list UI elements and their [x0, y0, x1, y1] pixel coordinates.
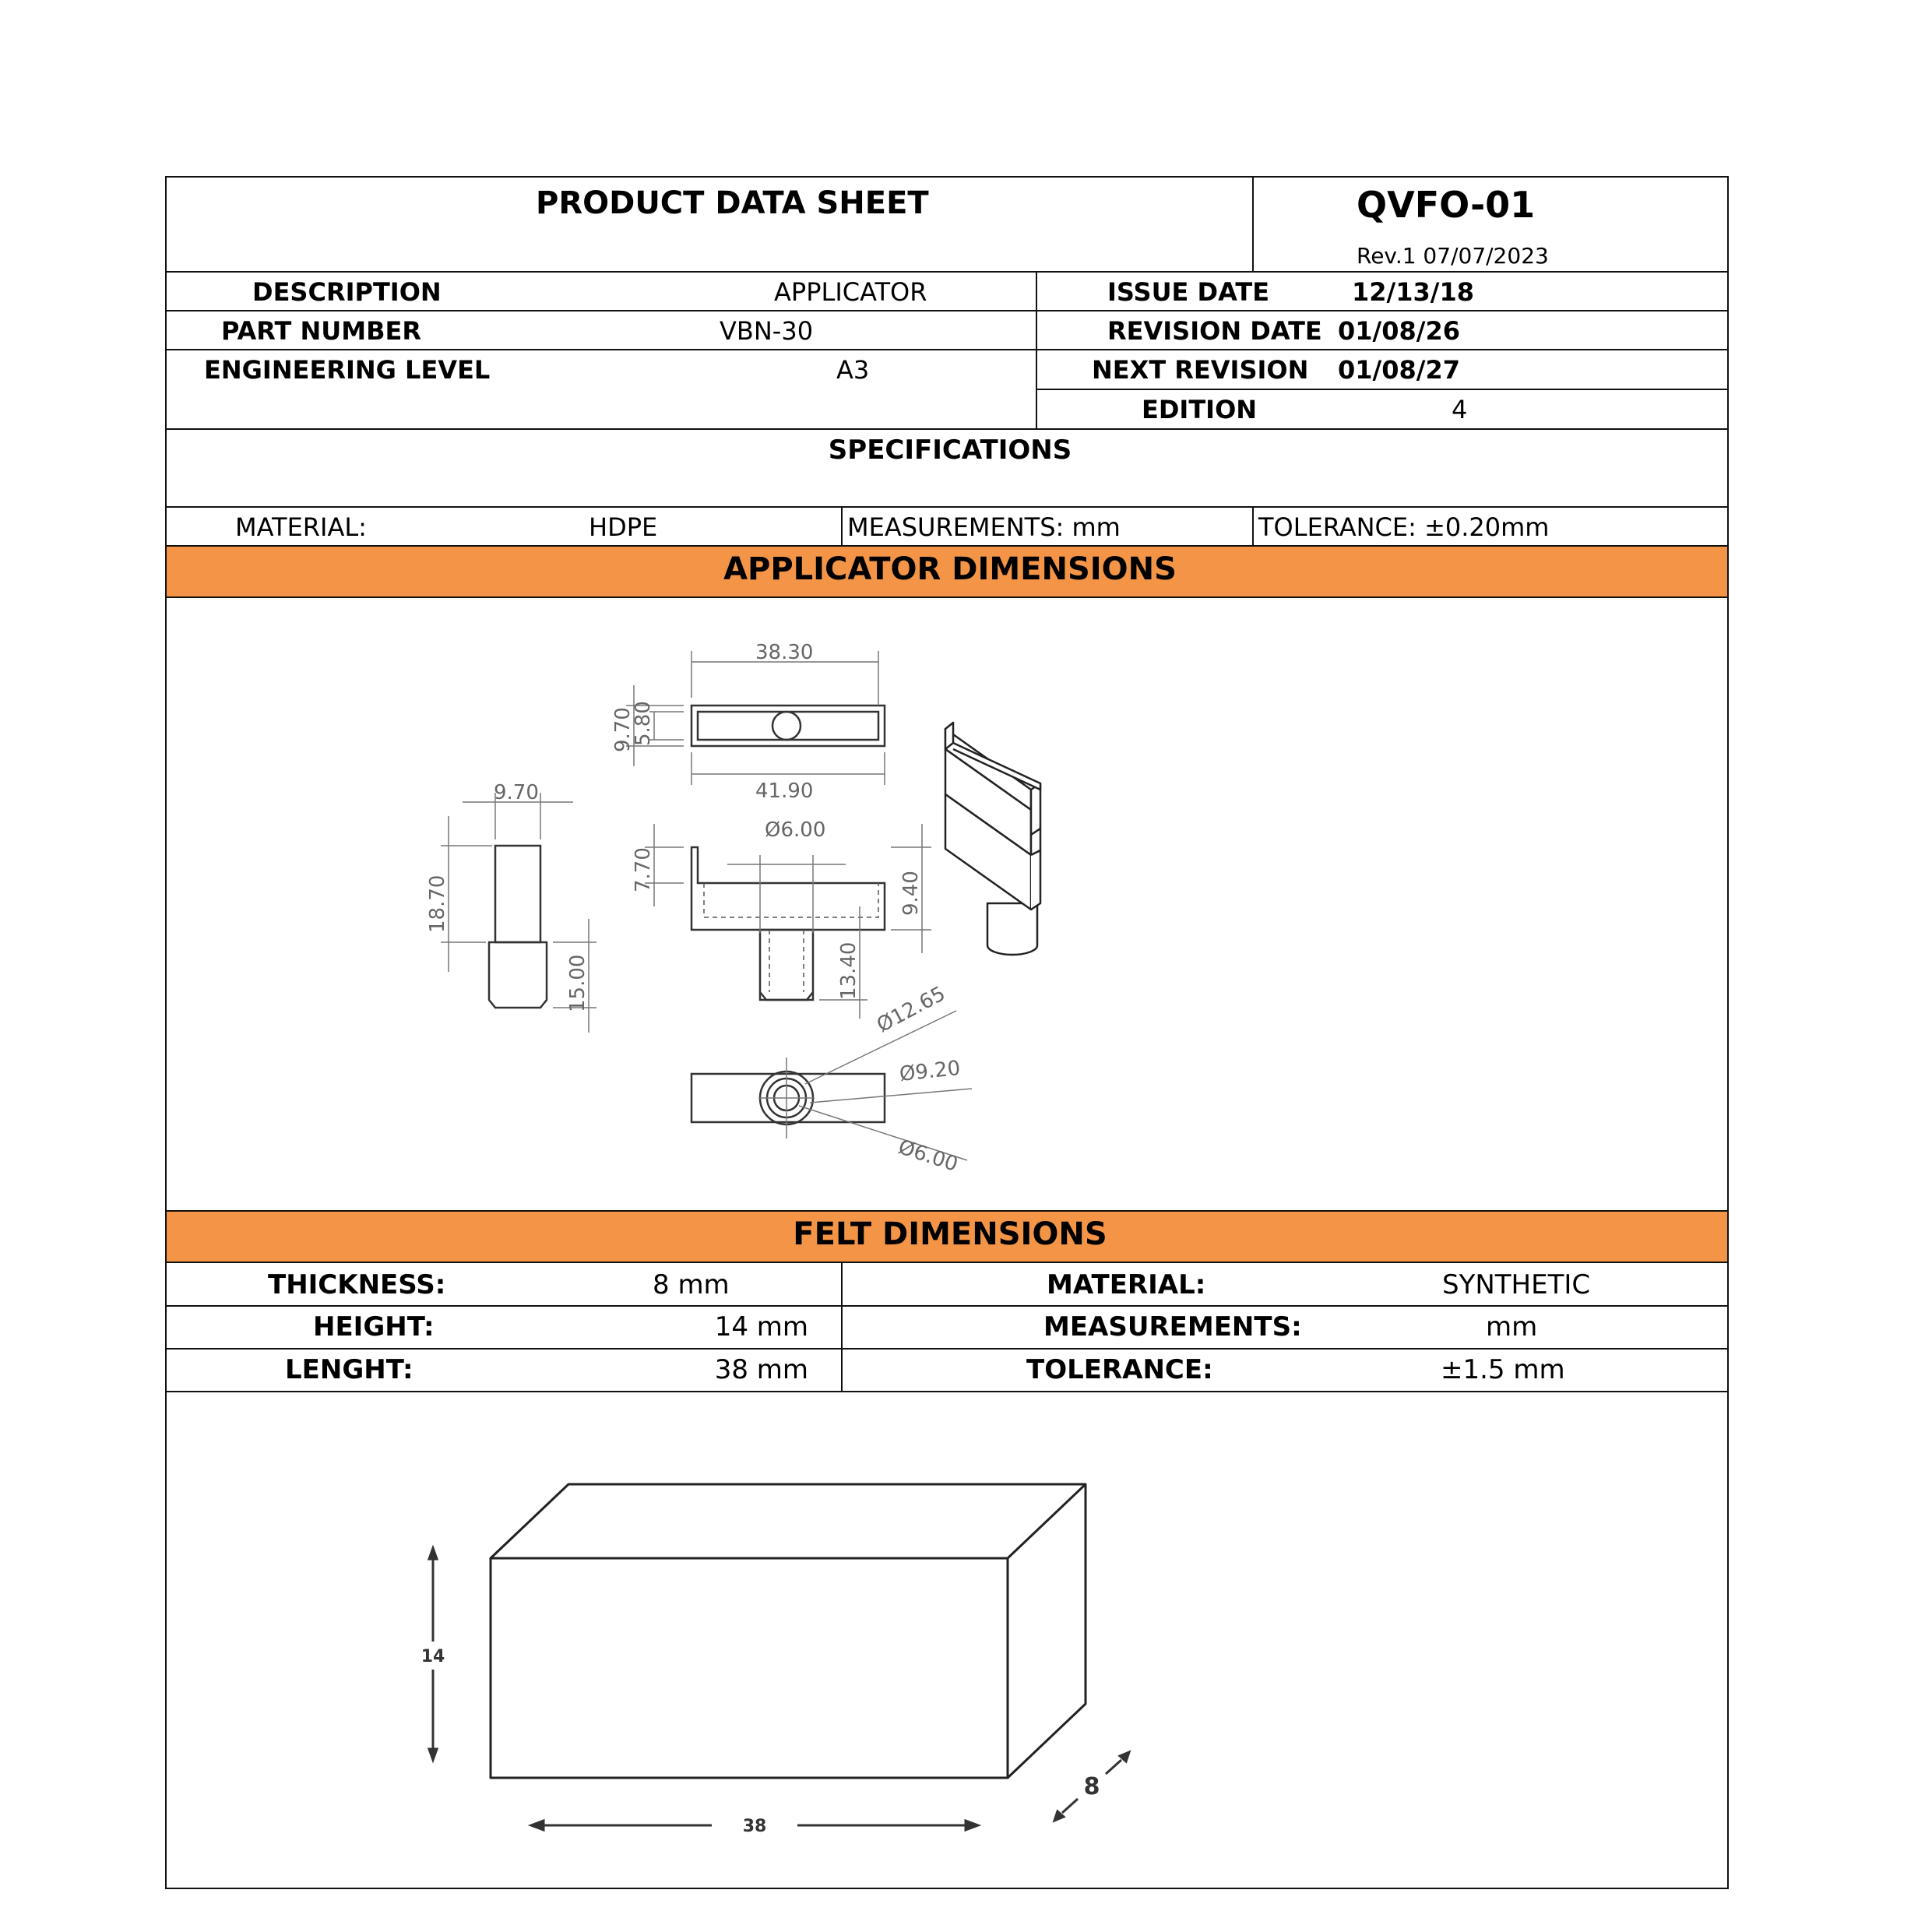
part-number-value: VBN-30: [720, 316, 814, 346]
dim-pin-diameter: Ø6.00: [765, 818, 826, 842]
dim-top-height-outer: 9.70: [611, 707, 635, 752]
revision-stamp: Rev.1 07/07/2023: [1357, 243, 1549, 269]
revision-date-label: REVISION DATE: [1107, 316, 1322, 346]
dim-side-width: 9.70: [494, 781, 539, 804]
next-revision-label: NEXT REVISION: [1092, 355, 1309, 385]
row-line: [167, 349, 1727, 350]
specifications-title: SPECIFICATIONS: [828, 435, 1072, 466]
dim-front-pin-height: 13.40: [837, 941, 860, 1000]
dim-bottom-inner-diameter: Ø6.00: [895, 1135, 961, 1177]
spec-material-value: HDPE: [589, 512, 658, 542]
felt-measurements-label: MEASUREMENTS:: [1043, 1311, 1302, 1343]
felt-tolerance-label: TOLERANCE:: [1026, 1354, 1213, 1385]
row-line: [167, 1305, 1727, 1307]
product-data-sheet: [165, 176, 1729, 1889]
felt-diagram-length: 38: [742, 1817, 767, 1836]
felt-height-label: HEIGHT:: [313, 1311, 435, 1343]
dim-top-width-inner: 38.30: [755, 641, 814, 664]
felt-measurements-value: mm: [1486, 1311, 1538, 1343]
dim-front-body-height: 9.40: [899, 871, 923, 916]
dim-bottom-middle-diameter: Ø9.20: [898, 1056, 962, 1086]
info-divider: [1036, 271, 1037, 428]
felt-length-label: LENGHT:: [285, 1354, 413, 1385]
felt-height-value: 14 mm: [714, 1311, 808, 1343]
felt-diagram-thickness: 8: [1083, 1773, 1100, 1800]
felt-box-diagram: [167, 1392, 1727, 1888]
edition-value: 4: [1452, 395, 1468, 424]
applicator-section-header: [167, 545, 1727, 598]
edition-label: EDITION: [1142, 395, 1258, 424]
row-line: [167, 506, 1727, 508]
header-divider: [1252, 178, 1254, 271]
row-line: [1036, 389, 1727, 390]
spec-tolerance: TOLERANCE: ±0.20mm: [1258, 512, 1550, 542]
spec-divider: [1252, 506, 1254, 545]
felt-length-value: 38 mm: [714, 1354, 808, 1385]
spec-measurements: MEASUREMENTS: mm: [847, 512, 1121, 542]
row-line: [167, 428, 1727, 430]
row-line: [167, 310, 1727, 311]
next-revision-value: 01/08/27: [1338, 355, 1460, 385]
felt-material-label: MATERIAL:: [1047, 1269, 1206, 1300]
dim-bottom-outer-diameter: Ø12.65: [873, 982, 950, 1038]
document-code: QVFO-01: [1357, 184, 1536, 226]
dim-side-lower-height: 15.00: [566, 954, 589, 1012]
spec-material-label: MATERIAL:: [235, 512, 367, 542]
applicator-section-title: APPLICATOR DIMENSIONS: [723, 551, 1177, 587]
felt-diagram-height: 14: [421, 1647, 445, 1666]
engineering-level-value: A3: [836, 355, 870, 385]
revision-date-value: 01/08/26: [1338, 316, 1460, 346]
dim-front-back-height: 7.70: [632, 847, 655, 892]
row-line: [167, 271, 1727, 273]
felt-section-header: [167, 1210, 1727, 1263]
issue-date-value: 12/13/18: [1352, 277, 1474, 307]
description-value: APPLICATOR: [774, 277, 927, 307]
part-number-label: PART NUMBER: [221, 316, 421, 346]
felt-divider: [841, 1263, 843, 1391]
description-label: DESCRIPTION: [252, 277, 442, 307]
dim-top-width-outer: 41.90: [755, 779, 814, 803]
engineering-level-label: ENGINEERING LEVEL: [204, 355, 491, 385]
row-line: [167, 1348, 1727, 1350]
issue-date-label: ISSUE DATE: [1107, 277, 1270, 307]
dim-top-height-inner: 5.80: [632, 701, 655, 746]
spec-divider: [841, 506, 843, 545]
applicator-isometric: [945, 723, 1040, 955]
felt-thickness-value: 8 mm: [653, 1269, 730, 1300]
page-title: PRODUCT DATA SHEET: [536, 185, 929, 221]
dim-side-total-height: 18.70: [426, 875, 449, 933]
applicator-drawing: [167, 598, 1727, 1386]
felt-thickness-label: THICKNESS:: [268, 1269, 446, 1300]
felt-section-title: FELT DIMENSIONS: [793, 1216, 1107, 1252]
felt-material-value: SYNTHETIC: [1442, 1269, 1591, 1300]
felt-tolerance-value: ±1.5 mm: [1441, 1354, 1565, 1385]
